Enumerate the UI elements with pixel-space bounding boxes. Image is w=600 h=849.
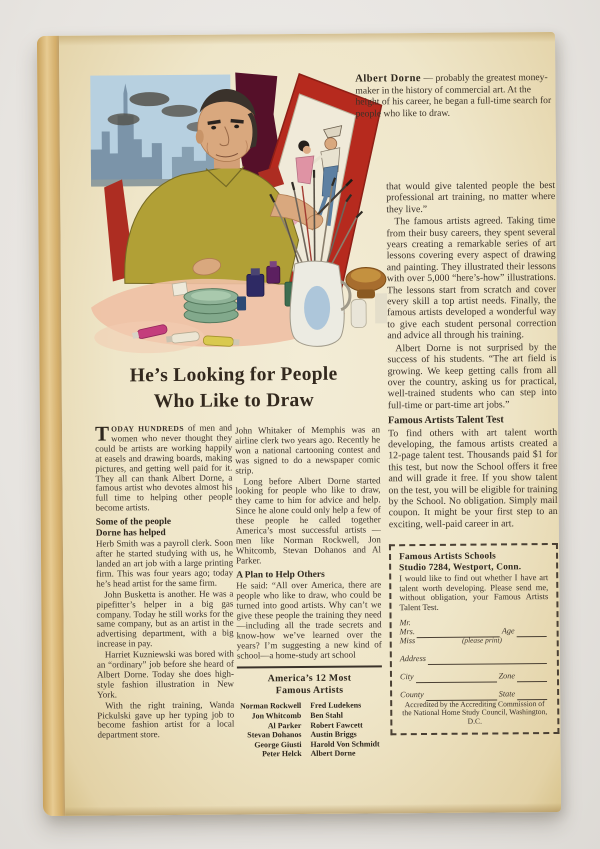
label-zone: Zone <box>498 671 516 681</box>
comic-book-back-cover <box>37 32 561 816</box>
famous-artists-title-line2: Famous Artists <box>275 684 344 697</box>
address-blank-line <box>428 656 547 665</box>
caption-text: — probably the greatest money-maker in the history of commercial art. At the height of his career, he began a full-time search for people who like to draw. <box>355 72 552 120</box>
paragraph-that-would-give: that would give talented people the best professional art training, no matter where they live.” <box>386 179 556 216</box>
lead-paragraph <box>94 421 233 514</box>
label-state: State <box>498 689 516 699</box>
headline-line1: He’s Looking for People <box>129 363 338 387</box>
label-mr: Mr. <box>399 618 411 628</box>
column-left <box>94 421 235 742</box>
famous-artists-title-line1: America’s 12 Most <box>267 673 352 685</box>
subhead-people-helped <box>96 517 233 539</box>
artist-name: Ben Stahl <box>310 710 343 720</box>
paragraph-long-before: Long before Albert Dorne started looking for people who like to draw, they came to him for advice and help. Since he alone could only help a few of these people he called together America’s most successful artists —men like Norman Rockwell, Jon Whitcomb, Stevan Dohanos and Al Parker. <box>235 474 382 566</box>
artist-name: Peter Helck <box>262 749 302 759</box>
lead-text: of men and women who never thought they could be artists are working happily at easels and drawing boards, making pictures, and getting well paid for it. They all can thank Albert Dorne, a famous artist who devotes almost his full time to helping other people become artists. <box>95 422 233 513</box>
famous-artists-left-column <box>240 701 302 759</box>
label-mrs: Mrs. <box>399 627 415 637</box>
advertisement-page <box>59 32 561 816</box>
artist-name: Norman Rockwell <box>240 701 302 711</box>
famous-artists-right-column <box>310 701 380 759</box>
coupon-body-text: I would like to find out whether I have art talent worth developing. Please send me, without obligation, your Famous Artists Talent Test. <box>399 572 549 613</box>
paragraph-john-whitaker: John Whitaker of Memphis was an airline clerk two years ago. Recently he won a national cartooning contest and was signed to do a newspaper comic strip. <box>235 424 381 476</box>
paragraph-to-find-others: To find others with art talent worth developing, the famous artists created a 12-page talent test. Thousands paid $1 for this test, but now the School offers it free and will grade it free. If you show talent on the test, you will be eligible for training by the School. No obligation. Simply mail coupon. It might be your first step to an exciting, well-paid career in art. <box>388 426 558 531</box>
coupon-fields <box>400 619 550 701</box>
paragraph-john-busketta: John Busketta is another. He was a pipefitter’s helper in a big gas company. Today he still works for the same company, but as an artist in the advertising department, with a big increase in pay. <box>96 588 234 649</box>
coupon-accreditation: Accredited by the Accrediting Commission of the National Home Study Council, Washington, D.C. <box>402 698 548 726</box>
paragraph-artists-agreed: The famous artists agreed. Taking time from their busy careers, they spent several years creating a remarkable series of art lessons covering every aspect of drawing and painting. They illustrated their lessons with over 5,000 “here’s-how” illustrations. The lessons start from scratch and cover every skill a top artist needs. Finally, the famous artists developed a wonderful way to give each student personal correction and advice all through his training. <box>386 215 557 342</box>
coupon-school-address: Studio 7284, Westport, Conn. <box>399 562 522 574</box>
label-age: Age <box>501 626 515 636</box>
caption-artist-name: Albert Dorne <box>355 73 422 85</box>
coupon-school-name: Famous Artists Schools <box>399 551 496 563</box>
city-blank-line <box>416 674 497 683</box>
artist-name: Fred Ludekens <box>310 700 362 711</box>
please-print-note: (please print) <box>461 635 502 645</box>
albert-dorne-illustration <box>87 67 389 357</box>
photo-caption <box>355 72 553 120</box>
field-row-miss <box>400 637 549 647</box>
subhead-line1: Some of the people <box>95 517 172 528</box>
subhead-talent-test <box>388 414 557 427</box>
field-row-address <box>400 655 549 665</box>
field-row-city-zone <box>400 673 549 683</box>
mail-in-coupon <box>389 543 559 735</box>
paragraph-herb-smith: Herb Smith was a payroll clerk. Soon after he started studying with us, he landed an art job with a large printing firm. This was four years ago; today he’s head artist for the same firm. <box>95 537 234 589</box>
label-miss: Miss <box>399 636 416 646</box>
artist-name: Albert Dorne <box>310 748 356 759</box>
artist-name: Stevan Dohanos <box>247 730 302 740</box>
paragraph-he-said: He said: “All over America, there are people who like to draw, who could be turned into good artists. Why can’t we give these people the training they need—including all the trade secrets and know-how we’ve learned over the years? I’m suggesting a new kind of school—a home-study art school <box>236 579 382 661</box>
column-middle <box>235 425 383 759</box>
subhead-text: Famous Artists Talent Test <box>387 414 504 427</box>
artist-name: Jon Whitcomb <box>251 711 302 721</box>
artist-name: Robert Fawcett <box>310 720 363 730</box>
lead-smallcaps: ODAY HUNDREDS <box>111 423 184 434</box>
artist-name: Austin Briggs <box>310 729 357 740</box>
label-county: County <box>400 690 424 700</box>
column-right <box>386 180 559 735</box>
paragraph-wanda-pickulski: With the right training, Wanda Pickulski gave up her typing job to become fashion artist for a local department store. <box>97 699 235 740</box>
headline-line2: Who Like to Draw <box>153 389 315 413</box>
artist-name: Harold Von Schmidt <box>310 739 380 749</box>
artist-name: George Giusti <box>254 739 302 750</box>
paragraph-dorne-not-surprised: Albert Dorne is not surprised by the success of his students. “The art field is growing. We keep getting calls from all over the country, asking us for practical, well-trained students who can step into full-time or part-time art jobs.” <box>387 341 557 412</box>
headline <box>84 361 384 415</box>
famous-artists-names <box>237 701 382 760</box>
artist-name: Al Parker <box>267 720 302 730</box>
drop-cap: T <box>94 421 110 446</box>
subhead-line2: Dorne has helped <box>95 527 166 539</box>
subhead-text: A Plan to Help Others <box>236 569 325 581</box>
label-address: Address <box>399 654 426 664</box>
label-city: City <box>399 672 414 682</box>
famous-artists-title <box>237 673 382 697</box>
paragraph-harriet-kuzniewski: Harriet Kuzniewski was bored with an “ordinary” job before she heard of Albert Dorne. Today she does high-style fashion illustration in New York. <box>96 648 235 700</box>
famous-artists-section <box>237 666 383 760</box>
zone-blank-line <box>517 674 547 682</box>
